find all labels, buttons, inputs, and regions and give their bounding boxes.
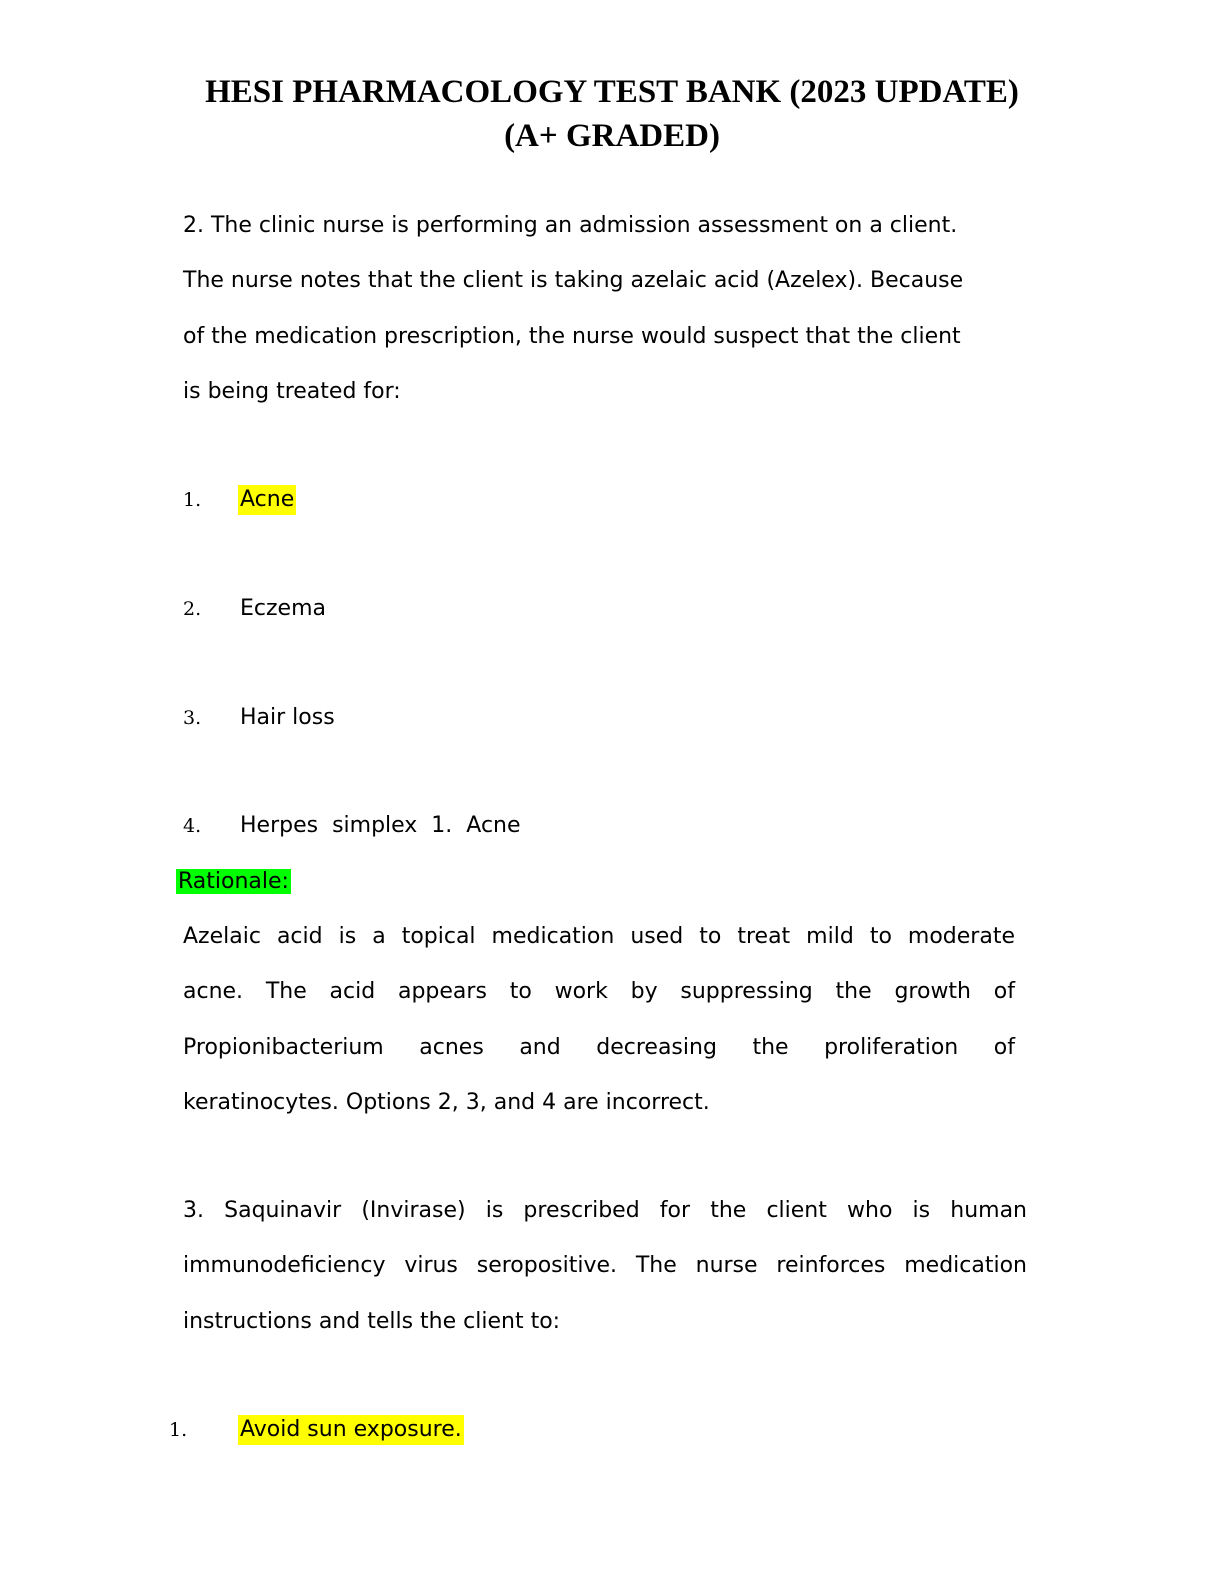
correct-answer-highlight: Avoid sun exposure. (238, 1415, 464, 1445)
question-2-line: 2. The clinic nurse is performing an admission assessment on a client. (183, 213, 958, 238)
rationale-text (183, 909, 1015, 1130)
option-number: 3. (183, 707, 202, 729)
rationale-line: keratinocytes. Options 2, 3, and 4 are incorrect. (183, 1089, 710, 1115)
question-3-line: 3. Saquinavir (Invirase) is prescribed for the client who is human (183, 1198, 1027, 1223)
option-number: 1. (183, 489, 202, 511)
title-line-2: (A+ GRADED) (504, 118, 720, 154)
option-text: Hair loss (240, 705, 335, 730)
rationale-highlight: Rationale: (178, 869, 289, 894)
question-2-line: is being treated for: (183, 378, 401, 404)
question-3-line: immunodeficiency virus seropositive. The nurse reinforces medication (183, 1253, 1027, 1279)
question-2-line: The nurse notes that the client is taking azelaic acid (Azelex). Because (183, 268, 964, 294)
question-3-line: instructions and tells the client to: (183, 1308, 561, 1334)
option-text: Eczema (240, 596, 326, 621)
rationale-line: Azelaic acid is a topical medication used to treat mild to moderate (183, 924, 1015, 949)
question-3-stem (183, 1183, 1027, 1349)
page-title (0, 70, 1224, 158)
rationale-line: acne. The acid appears to work by suppressing the growth of (183, 979, 1015, 1005)
option-number: 1. (169, 1419, 188, 1441)
option-text: Herpes simplex 1. Acne (240, 813, 521, 838)
rationale-label (176, 866, 291, 897)
option-number: 2. (183, 598, 202, 620)
question-2-line: of the medication prescription, the nurse would suspect that the client (183, 323, 961, 349)
option-number: 4. (183, 815, 202, 837)
correct-answer-highlight: Acne (238, 485, 296, 515)
rationale-line: Propionibacterium acnes and decreasing the proliferation of (183, 1034, 1015, 1060)
title-line-1: HESI PHARMACOLOGY TEST BANK (2023 UPDATE) (205, 74, 1019, 110)
question-2-stem (183, 198, 1027, 419)
